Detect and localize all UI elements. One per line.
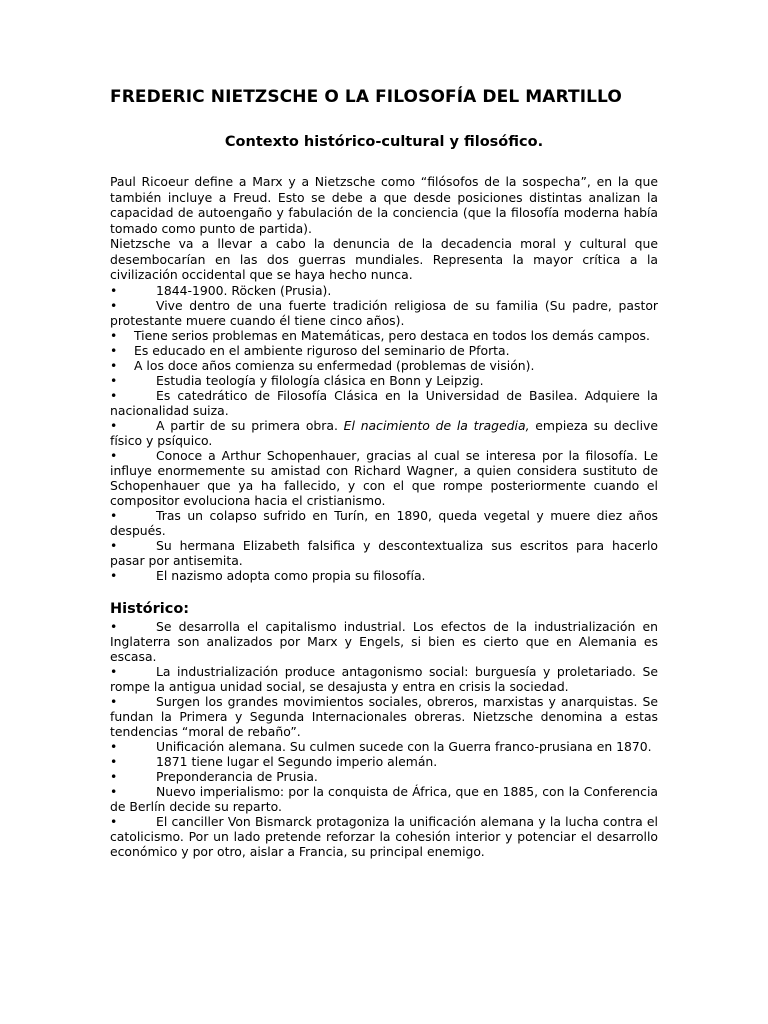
- list-item: [110, 508, 658, 538]
- bullet-icon: •: [110, 768, 118, 784]
- list-item: [110, 814, 658, 859]
- list-item: [110, 343, 658, 358]
- list-item-text: empieza su declive físico y psíquico.: [110, 417, 658, 448]
- list-item-text: A los doce años comienza su enfermedad (problemas de visión).: [134, 357, 535, 373]
- bullet-icon: •: [110, 663, 118, 679]
- list-item: [110, 694, 658, 739]
- list-item-text: 1844-1900. Röcken (Prusia).: [156, 282, 332, 298]
- list-item-text: El nazismo adopta como propia su filosofía.: [156, 567, 426, 583]
- list-item: [110, 664, 658, 694]
- bullet-icon: •: [110, 417, 118, 433]
- list-item: [110, 619, 658, 664]
- list-item: [110, 373, 658, 388]
- list-item-text: Estudia teología y filología clásica en Bonn y Leipzig.: [156, 372, 484, 388]
- historico-list: [110, 619, 658, 859]
- section-subtitle: Contexto histórico-cultural y filosófico.: [224, 134, 544, 150]
- bullet-icon: •: [110, 813, 118, 829]
- list-item-text: Es educado en el ambiente riguroso del seminario de Pforta.: [134, 342, 510, 358]
- bullet-icon: •: [110, 297, 118, 313]
- list-item-text: La industrialización produce antagonismo social: burguesía y proletariado. Se rompe la antigua unidad social, se desajusta y entra en crisis la sociedad.: [110, 663, 658, 694]
- list-item-text: 1871 tiene lugar el Segundo imperio alemán.: [156, 753, 438, 769]
- list-item: [110, 568, 658, 583]
- bullet-icon: •: [110, 372, 118, 388]
- list-item-text: Es catedrático de Filosofía Clásica en la Universidad de Basilea. Adquiere la nacionalidad suiza.: [110, 387, 658, 418]
- bullet-icon: •: [110, 507, 118, 523]
- list-item: [110, 358, 658, 373]
- bullet-icon: •: [110, 753, 118, 769]
- bullet-icon: •: [110, 447, 118, 463]
- bullet-icon: •: [110, 342, 118, 358]
- list-item: [110, 298, 658, 328]
- list-item-text: Surgen los grandes movimientos sociales, obreros, marxistas y anarquistas. Se fundan la Primera y Segunda Internacionales obreras. Nietzsche denomina a estas tendencias “moral de rebaño”.: [110, 693, 658, 739]
- bullet-icon: •: [110, 327, 118, 343]
- bullet-icon: •: [110, 282, 118, 298]
- list-item: [110, 739, 658, 754]
- list-item: [110, 754, 658, 769]
- list-item: [110, 784, 658, 814]
- list-item-text: Se desarrolla el capitalismo industrial. Los efectos de la industrialización en Inglaterra son analizados por Marx y Engels, si bien es cierto que en Alemania es escasa.: [110, 618, 658, 664]
- bullet-icon: •: [110, 357, 118, 373]
- bullet-icon: •: [110, 738, 118, 754]
- list-item-text: Preponderancia de Prusia.: [156, 768, 318, 784]
- list-item: [110, 388, 658, 418]
- list-item-text: Tiene serios problemas en Matemáticas, pero destaca en todos los demás campos.: [134, 327, 650, 343]
- list-item: [110, 448, 658, 508]
- list-item-text: Su hermana Elizabeth falsifica y descontextualiza sus escritos para hacerlo pasar por antisemita.: [110, 537, 658, 568]
- list-item-text: Conoce a Arthur Schopenhauer, gracias al cual se interesa por la filosofía. Le influye enormemente su amistad con Richard Wagner, a quien considera sustituto de Schopenhauer que ya ha fallecido, y con el que rompe posteriormente cuando el compositor evoluciona hacia el cristianismo.: [110, 447, 658, 508]
- bullet-icon: •: [110, 783, 118, 799]
- intro-paragraph: Paul Ricoeur define a Marx y a Nietzsche como “filósofos de la sospecha”, en la que también incluye a Freud. Esto se debe a que desde posiciones distintas analizan la capacidad de autoengaño y fabulación de la conciencia (que la filosofía moderna había tomado como punto de partida).: [110, 174, 658, 236]
- bullet-icon: •: [110, 387, 118, 403]
- list-item: [110, 283, 658, 298]
- list-item-text: Vive dentro de una fuerte tradición religiosa de su familia (Su padre, pastor protestante muere cuando él tiene cinco años).: [110, 297, 658, 328]
- bullet-icon: •: [110, 618, 118, 634]
- historico-heading: Histórico:: [110, 600, 190, 617]
- list-item-text: El canciller Von Bismarck protagoniza la unificación alemana y la lucha contra el catolicismo. Por un lado pretende reforzar la cohesión interior y potenciar el desarrollo económico y por otro, aislar a Francia, su principal enemigo.: [110, 813, 658, 859]
- list-item-text: A partir de su primera obra.: [156, 417, 344, 433]
- bullet-icon: •: [110, 567, 118, 583]
- list-item-text: Unificación alemana. Su culmen sucede con la Guerra franco-prusiana en 1870.: [156, 738, 652, 754]
- intro-paragraph: Nietzsche va a llevar a cabo la denuncia de la decadencia moral y cultural que desembocarían en las dos guerras mundiales. Representa la mayor crítica a la civilización occidental que se haya hecho nunca.: [110, 236, 658, 282]
- biography-list: [110, 283, 658, 583]
- bullet-icon: •: [110, 537, 118, 553]
- intro-section: [110, 174, 658, 283]
- list-item-text: Nuevo imperialismo: por la conquista de África, que en 1885, con la Conferencia de Berlín decide su reparto.: [110, 783, 658, 814]
- list-item: [110, 418, 658, 448]
- document-title: FREDERIC NIETZSCHE O LA FILOSOFÍA DEL MARTILLO: [110, 87, 622, 107]
- list-item: [110, 769, 658, 784]
- book-title: El nacimiento de la tragedia,: [343, 417, 530, 433]
- list-item: [110, 538, 658, 568]
- bullet-icon: •: [110, 693, 118, 709]
- list-item: [110, 328, 658, 343]
- list-item-text: Tras un colapso sufrido en Turín, en 1890, queda vegetal y muere diez años después.: [110, 507, 658, 538]
